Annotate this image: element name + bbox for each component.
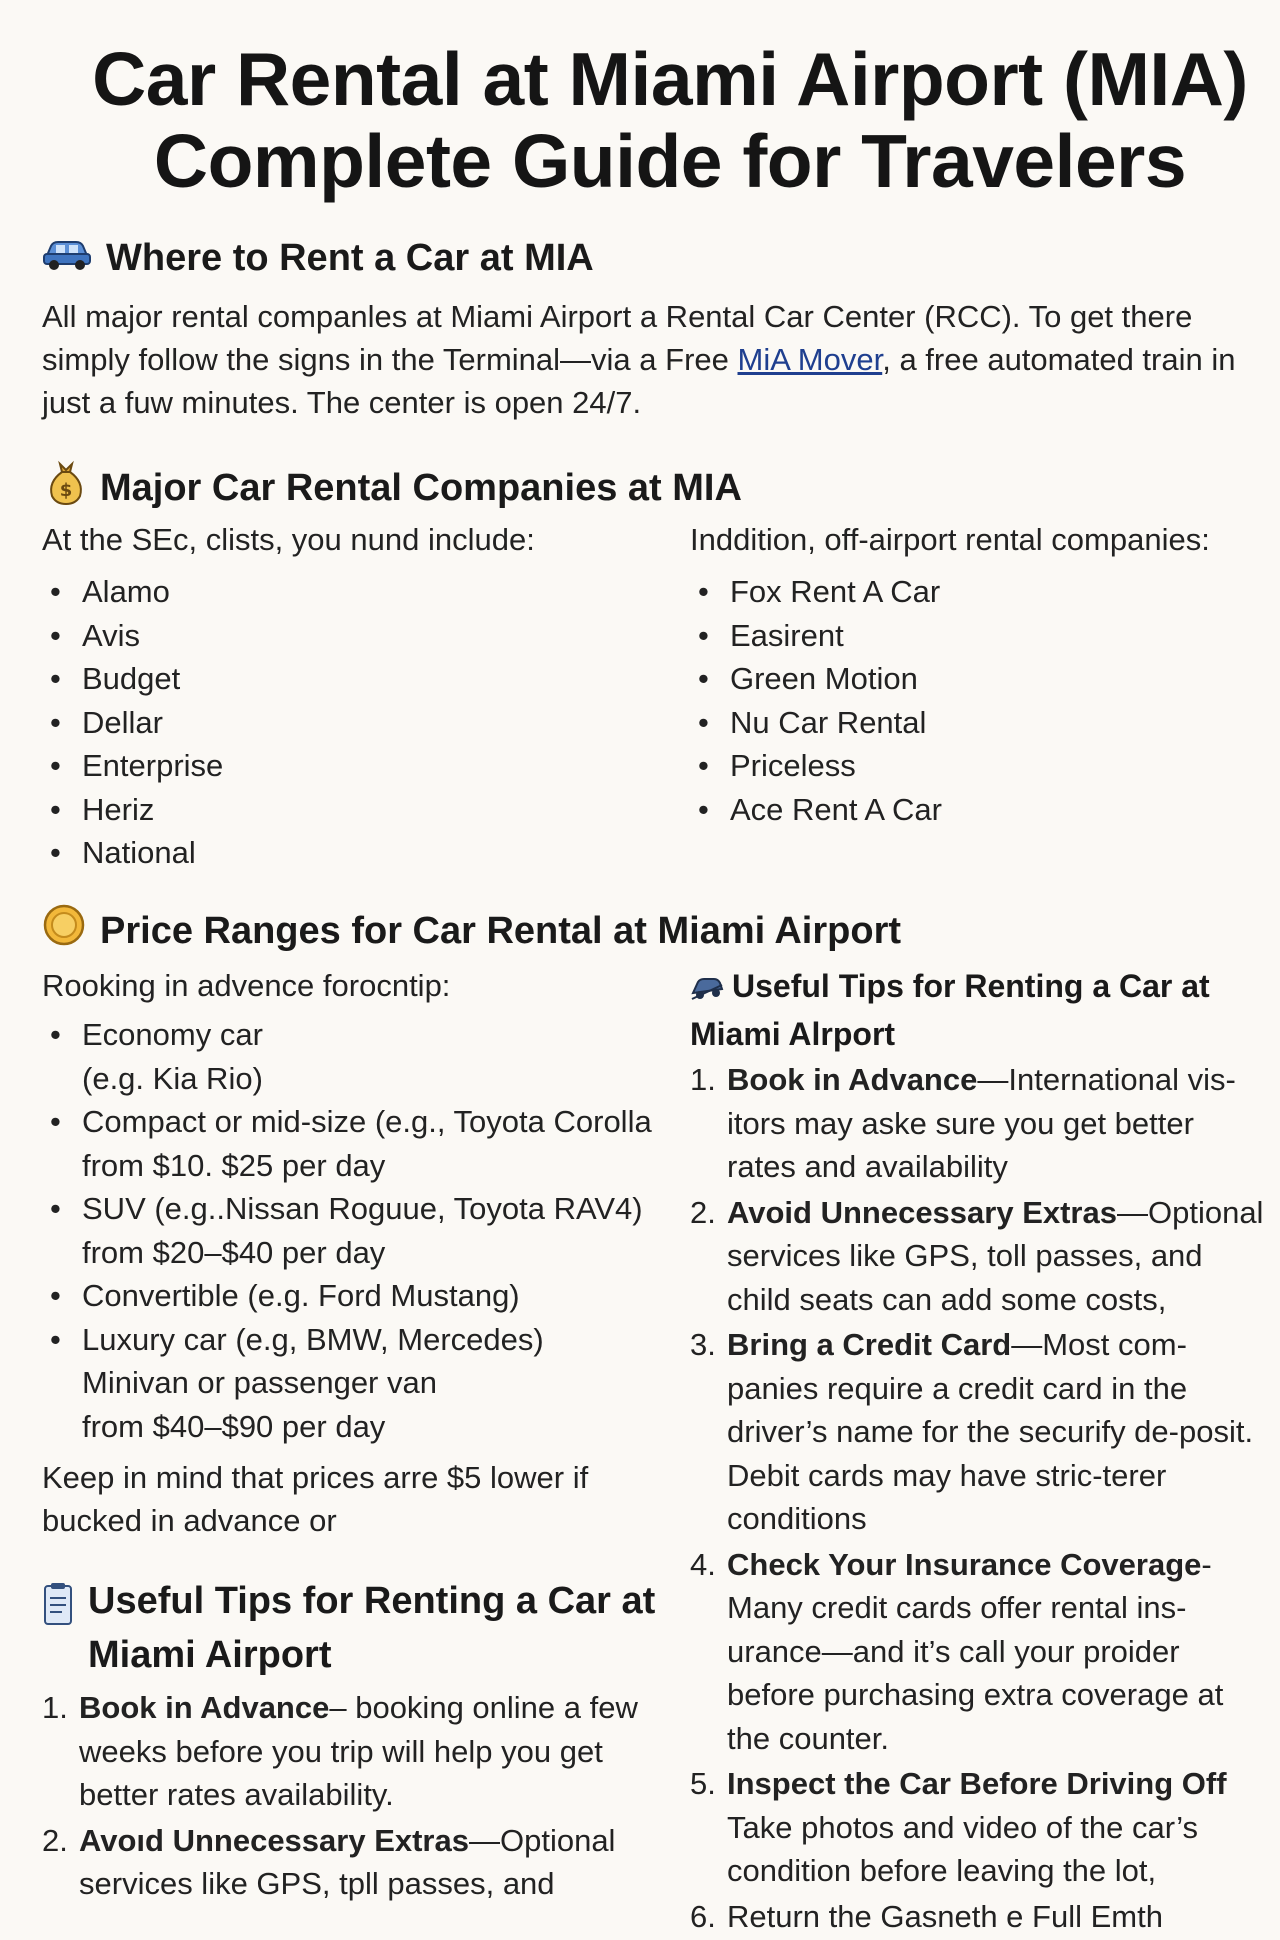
numbered-item: 3. Bring a Credit Card—Most com-panies require a credit card in the driver’s name for the securify de-posit. Debit cards may have stric-terer conditions xyxy=(690,1327,1254,1536)
companies-left-list xyxy=(42,570,602,875)
tips-right-list xyxy=(690,1058,1265,1940)
tips-left-heading: Useful Tips for Renting a Car at Miami Airport xyxy=(42,1574,682,1682)
list-item: • National xyxy=(42,831,602,875)
tips-right-heading: Useful Tips for Renting a Car at Miami Alrport xyxy=(690,968,1210,1052)
coin-icon xyxy=(42,903,86,958)
svg-text:$: $ xyxy=(59,480,73,501)
numbered-item: 2. Avoid Unnecessary Extras—Optional services like GPS, toll passes, and child seats can add some costs, xyxy=(690,1194,1264,1317)
prices-heading: Price Ranges for Car Rental at Miami Airport xyxy=(42,903,901,958)
list-item: • Ace Rent A Car xyxy=(690,788,1270,832)
companies-right-lead: Inddition, off-airport rental companies: xyxy=(690,522,1210,557)
prices-lead: Rooking in advence forocntip: xyxy=(42,968,451,1003)
numbered-item: 4. Check Your Insurance Coverage-Many credit cards offer rental ins-urance—and it’s call your proider before purchasing extra coverage at the counter. xyxy=(690,1546,1224,1756)
list-item: • Luxury car (e.g, BMW, Mercedes) Minivan or passenger van from $40–$90 per day xyxy=(42,1318,682,1449)
list-item: • Easirent xyxy=(690,614,1270,658)
where-paragraph: All major rental companles at Miami Airport a Rental Car Center (RCC). To get there simply follow the signs in the Terminal—via a Free MiA Mover, a free automated train in just a fuw minutes. The center is open 24/7. xyxy=(42,299,1236,420)
numbered-item: 2. Avoıd Unnecessary Extras—Optional services like GPS, tpll passes, and xyxy=(42,1822,616,1901)
numbered-item: 5. Inspect the Car Before Driving Off Take photos and video of the car’s condition before leaving the lot, xyxy=(690,1766,1227,1888)
list-item: • Alamo xyxy=(42,570,602,614)
list-item: • Nu Car Rental xyxy=(690,701,1270,745)
notepad-icon xyxy=(42,1582,74,1641)
list-item: • Convertible (e.g. Ford Mustang) xyxy=(42,1274,682,1318)
page-title xyxy=(60,38,1280,202)
list-item: • SUV (e.g..Nissan Roguue, Toyota RAV4) from $20–$40 per day xyxy=(42,1187,682,1274)
companies-heading: $ Major Car Rental Companies at MIA xyxy=(46,458,742,517)
list-item: • Priceless xyxy=(690,744,1270,788)
companies-right-list xyxy=(690,570,1270,831)
title-line-1: Car Rental at Miami Airport (MIA) xyxy=(92,37,1248,121)
mia-mover-link[interactable]: MiA Mover xyxy=(737,342,883,377)
list-item: • Heriz xyxy=(42,788,602,832)
where-heading: Where to Rent a Car at MIA xyxy=(42,234,594,281)
companies-left-lead: At the SEc, clists, you nund include: xyxy=(42,522,535,557)
list-item: • Dellar xyxy=(42,701,602,745)
list-item: • Green Motion xyxy=(690,657,1270,701)
numbered-item: 6. Return the Gasneth e Full Emth xyxy=(690,1898,1163,1934)
list-item: • Avis xyxy=(42,614,602,658)
numbered-item: 1. Book in Advance– booking online a few weeks before you trip will help you get better rates availability. xyxy=(42,1690,638,1812)
list-item: • Economy car (e.g. Kia Rio) xyxy=(42,1013,682,1100)
prices-list xyxy=(42,1013,682,1448)
list-item: • Compact or mid-size (e.g., Toyota Corolla from $10. $25 per day xyxy=(42,1100,682,1187)
car-icon xyxy=(42,234,92,281)
numbered-item: 1. Book in Advance—International vis-itors may aske sure you get better rates and availability xyxy=(690,1062,1236,1184)
list-item: • Fox Rent A Car xyxy=(690,570,1270,614)
money-bag-icon xyxy=(46,458,86,517)
car-key-icon xyxy=(690,968,724,1012)
list-item: • Enterprise xyxy=(42,744,602,788)
tips-left-list xyxy=(42,1686,642,1908)
prices-note: Keep in mind that prices arre $5 lower if bucked in advance or xyxy=(42,1460,589,1538)
list-item: • Budget xyxy=(42,657,602,701)
title-line-2: Complete Guide for Travelers xyxy=(153,119,1187,203)
